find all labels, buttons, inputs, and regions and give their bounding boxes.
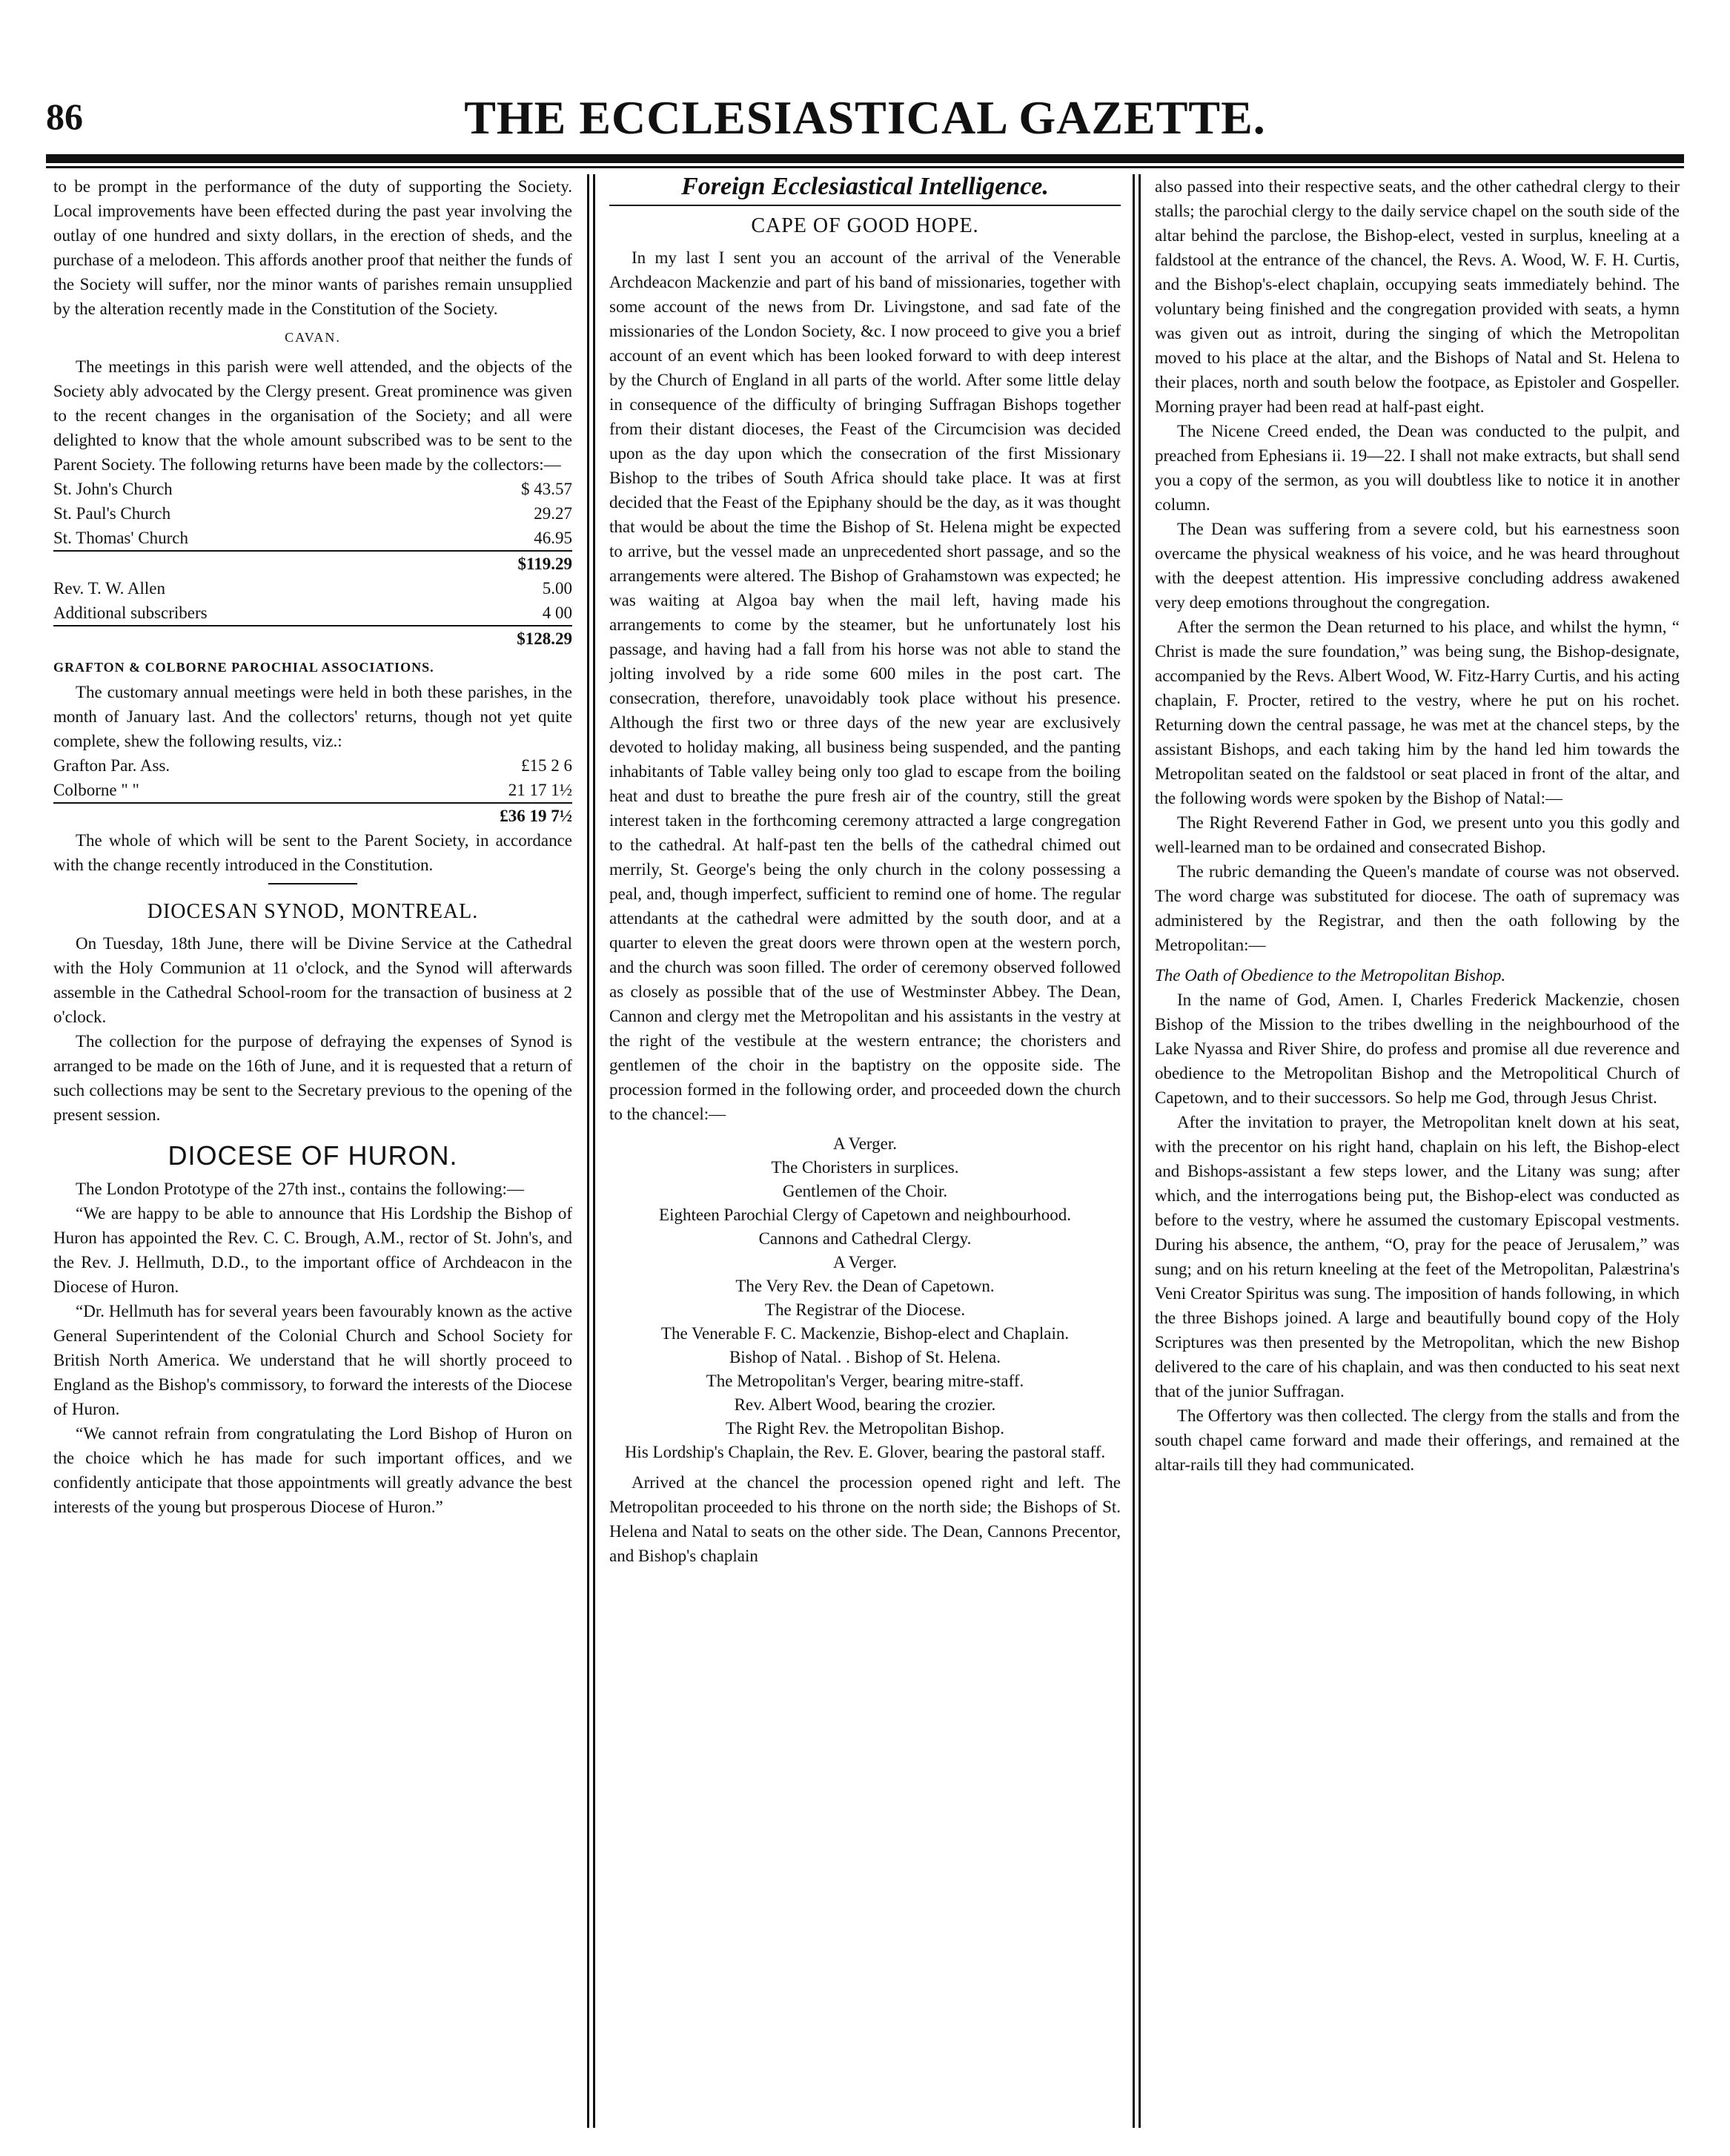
procession-item: The Metropolitan's Verger, bearing mitre-staff. — [706, 1372, 1024, 1390]
procession-item: The Very Rev. the Dean of Capetown. — [735, 1277, 995, 1295]
procession-item: Cannons and Cathedral Clergy. — [758, 1229, 972, 1248]
column-2 — [609, 174, 1121, 2128]
page-header — [46, 74, 1684, 148]
total-row — [53, 803, 572, 828]
return-amount: 29.27 — [534, 504, 572, 523]
column-divider — [1139, 174, 1141, 2128]
total-amount: £36 19 7½ — [374, 803, 572, 828]
procession-item: Rev. Albert Wood, bearing the crozier. — [734, 1395, 996, 1414]
return-name: Colborne " " — [53, 781, 139, 799]
return-name: St. John's Church — [53, 480, 173, 498]
return-amount: £15 2 6 — [521, 756, 572, 775]
return-amount: 46.95 — [534, 529, 572, 547]
paragraph: “Dr. Hellmuth has for several years been favourably known as the active General Superintendent of the Colonial Church and School Society for British North America. We understand that he will shortly proceed to England as the Bishop's commissory, to forward the interests of the Diocese of Huron. — [53, 1302, 572, 1418]
paragraph: Arrived at the chancel the procession opened right and left. The Metropolitan proceeded to his throne on the north side; the Bishops of St. Helena and Natal to seats on the other side. The Dean, Cannons Precentor, and Bishop's chaplain — [609, 1473, 1121, 1565]
section-heading-synod: DIOCESAN SYNOD, MONTREAL. — [147, 900, 479, 923]
return-amount: 4 00 — [542, 604, 572, 622]
paragraph: After the sermon the Dean returned to his place, and whilst the hymn, “ Christ is made the sure foundation,” was being sung, the Bishop-designate, accompanied by the Revs. Albert Wood, W. Fitz-Harry Curtis, and his acting chaplain, F. Procter, retired to the vestry, where he put on his rochet. Returning down the central passage, he was met at the chancel steps, by the assistant Bishops, and each taking him by the hand led him towards the Metropolitan seated on the faldstool or seat placed in front of the altar, and the following words were spoken by the Bishop of Natal:— — [1155, 618, 1680, 807]
grafton-returns-table — [53, 753, 572, 828]
column-1 — [53, 174, 572, 2128]
return-amount: $ 43.57 — [521, 480, 572, 498]
procession-item: His Lordship's Chaplain, the Rev. E. Glover, bearing the pastoral staff. — [624, 1443, 1106, 1461]
procession-item: Bishop of Natal. . Bishop of St. Helena. — [729, 1348, 1001, 1366]
section-heading-grafton: GRAFTON & COLBORNE PAROCHIAL ASSOCIATIONS. — [53, 660, 434, 675]
table-row — [53, 778, 572, 803]
procession-item: The Choristers in surplices. — [771, 1158, 959, 1177]
sub-heading-cape: CAPE OF GOOD HOPE. — [751, 214, 979, 237]
paragraph: “We cannot refrain from congratulating the Lord Bishop of Huron on the choice which he has made for such important offices, and we confidently anticipate that those appointments will greatly advance the best interests of the young but prosperous Diocese of Huron.” — [53, 1424, 572, 1516]
table-row — [53, 753, 572, 778]
columns — [46, 174, 1684, 2128]
return-name: St. Paul's Church — [53, 504, 171, 523]
return-amount: 5.00 — [542, 579, 572, 598]
table-row — [53, 576, 572, 601]
section-heading-cavan: CAVAN. — [285, 330, 341, 345]
paragraph: The meetings in this parish were well attended, and the objects of the Society ably advocated by the Clergy present. Great prominence was given to the recent changes in the organisation of the Society; and all were delighted to know that the whole amount subscribed was to be sent to the Parent Society. The following returns have been made by the collectors:— — [53, 357, 572, 474]
procession-item: A Verger. — [832, 1134, 898, 1153]
procession-item: The Right Rev. the Metropolitan Bishop. — [725, 1419, 1005, 1438]
paragraph: The Dean was suffering from a severe cold, but his earnestness soon overcame the physical weakness of his voice, and he was heard throughout with the deepest attention. His impressive concluding address awakened very deep emotions throughout the congregation. — [1155, 520, 1680, 612]
paragraph: The rubric demanding the Queen's mandate of course was not observed. The word charge was substituted for diocese. The oath of supremacy was administered by the Registrar, and then the oath following by the Metropolitan:— — [1155, 862, 1680, 954]
column-divider — [593, 174, 595, 2128]
header-rule-thin — [46, 166, 1684, 168]
paragraph: The customary annual meetings were held in both these parishes, in the month of January last. And the collectors' returns, though not yet quite complete, shew the following results, viz.: — [53, 683, 572, 750]
procession-list — [609, 1132, 1121, 1464]
divider — [268, 883, 357, 884]
oath-heading: The Oath of Obedience to the Metropolitan Bishop. — [1155, 966, 1506, 985]
return-name: Additional subscribers — [53, 604, 208, 622]
column-3 — [1155, 174, 1680, 2128]
paragraph: The whole of which will be sent to the Parent Society, in accordance with the change recently introduced in the Constitution. — [53, 831, 572, 874]
procession-item: The Venerable F. C. Mackenzie, Bishop-elect and Chaplain. — [660, 1324, 1070, 1343]
table-row — [53, 477, 572, 501]
paragraph: After the invitation to prayer, the Metropolitan knelt down at his seat, with the precentor on his right hand, chaplain on his left, the Bishop-elect and Bishops-assistant a few steps lower, and the Litany was sung; after which, and the interrogations being put, the Bishop-elect was conducted as before to the vestry, where he assumed the customary Episcopal vestments. During his absence, the anthem, “O, pray for the peace of Jerusalem,” was sung; and on his return kneeling at the feet of the Metropolitan, Palæstrina's Veni Creator Spiritus was sung. The imposition of hands following, in which the three Bishops joined. A large and beautifully bound copy of the Holy Scriptures was then presented by the Metropolitan, which the new Bishop delivered to the care of his chaplain, and was then conducted to his seat next that of the junior Suffragan. — [1155, 1113, 1680, 1401]
cavan-returns-table — [53, 477, 572, 651]
section-heading-foreign: Foreign Ecclesiastical Intelligence. — [681, 174, 1049, 200]
header-rule-thick — [46, 154, 1684, 163]
section-heading-huron: DIOCESE OF HURON. — [168, 1140, 458, 1171]
procession-item: A Verger. — [832, 1253, 898, 1272]
total-row — [53, 626, 572, 651]
return-name: Grafton Par. Ass. — [53, 756, 170, 775]
paragraph: The collection for the purpose of defraying the expenses of Synod is arranged to be made on the 16th of June, and it is requested that a return of such collections may be sent to the Secretary previous to the opening of the present session. — [53, 1032, 572, 1124]
subtotal-row — [53, 551, 572, 576]
paragraph: On Tuesday, 18th June, there will be Divine Service at the Cathedral with the Holy Communion at 11 o'clock, and the Synod will afterwards assemble in the Cathedral School-room for the transaction of business at 2 o'clock. — [53, 934, 572, 1026]
page-number: 86 — [46, 96, 83, 137]
table-row — [53, 501, 572, 526]
paragraph: also passed into their respective seats, and the other cathedral clergy to their stalls; the parochial clergy to the daily service chapel on the south side of the altar behind the parclose, the Bishop-elect, vested in surplus, kneeling at a faldstool at the entrance of the chancel, the Revs. A. Wood, W. F. H. Curtis, and the Bishop's-elect chaplain, occupying seats immediately behind. The voluntary being finished and the congregation provided with seats, a hymn was given out as introit, during the singing of which the Metropolitan moved to his place at the altar, and the Bishops of Natal and St. Helena to their places, north and south below the footpace, as Epistoler and Gospeller. Morning prayer had been read at half-past eight. — [1155, 177, 1680, 416]
procession-item: Eighteen Parochial Clergy of Capetown and neighbourhood. — [659, 1206, 1071, 1224]
paragraph: The Nicene Creed ended, the Dean was conducted to the pulpit, and preached from Ephesians ii. 19—22. I shall not make extracts, but shall send you a copy of the sermon, as you will doubtless like to notice it in another column. — [1155, 422, 1680, 514]
divider — [609, 205, 1121, 206]
paragraph: In the name of God, Amen. I, Charles Frederick Mackenzie, chosen Bishop of the Mission to the tribes dwelling in the neighbourhood of the Lake Nyassa and River Shire, do profess and promise all due reverence and obedience to the Metropolitan Bishop and the Metropolitical Church of Capetown, and to their successors. So help me God, through Jesus Christ. — [1155, 991, 1680, 1107]
paragraph: The Offertory was then collected. The clergy from the stalls and from the south chapel came forward and made their offerings, and remained at the altar-rails till they had communicated. — [1155, 1406, 1680, 1474]
procession-item: Gentlemen of the Choir. — [782, 1182, 948, 1200]
column-divider — [1133, 174, 1135, 2128]
paragraph: to be prompt in the performance of the duty of supporting the Society. Local improvements have been effected during the past year involving the outlay of one hundred and sixty dollars, in the erection of sheds, and the purchase of a melodeon. This affords another proof that neither the funds of the Society will suffer, nor the minor wants of parishes remain unsupplied by the alteration recently made in the Constitution of the Society. — [53, 177, 572, 318]
total-amount: $128.29 — [435, 626, 572, 651]
paragraph: In my last I sent you an account of the arrival of the Venerable Archdeacon Mackenzie and part of his band of missionaries, together with some account of the news from Dr. Livingstone, and sad fate of the missionaries of the London Society, &c. I now proceed to give you a brief account of an event which has been looked forward to with deep interest by the Church of England in all parts of the world. After some little delay in consequence of the difficulty of bringing Suffragan Bishops together from their distant dioceses, the Feast of the Circumcision was decided upon as the day upon which the consecration of the first Missionary Bishop to the tribes of South Africa should take place. It was at first decided that the Feast of the Epiphany should be the day, as it was thought that would be about the time the Bishop of St. Helena might be expected to arrive, but the vessel made an unprecedented short passage, and so the arrangements were altered. The Bishop of Grahamstown was expected; he was waiting at Algoa bay when the mail left, having made his arrangements to come by the steamer, but he unfortunately lost his passage, and having had a fall from his horse was not able to stand the jolting involved by a ride some 600 miles in the post cart. The consecration, therefore, unavoidably took place without his presence. Although the first two or three days of the new year are exclusively devoted to holiday making, all business being suspended, and the panting inhabitants of Table valley being only too glad to escape from the boiling heat and dust to breathe the pure fresh air of the country, still the great interest taken in the forthcoming ceremony attracted a large congregation to the cathedral. At half-past ten the bells of the cathedral chimed out merrily, St. George's being the only church in the colony possessing a peal, and, though imperfect, sufficient to remind one of home. The regular attendants at the cathedral were admitted by the south door, and at a quarter to eleven the great doors were thrown open at the western porch, and the church was soon filled. The order of ceremony observed followed as closely as possible that of the use of Westminster Abbey. The Dean, Cannon and clergy met the Metropolitan and his assistants in the vestry at the right of the vestibule at the western entrance; the choristers and gentlemen of the choir in the baptistry on the opposite side. The procession formed in the following order, and proceeded down the church to the chancel:— — [609, 248, 1121, 1123]
paragraph: The Right Reverend Father in God, we present unto you this godly and well-learned man to be ordained and consecrated Bishop. — [1155, 813, 1680, 856]
paragraph: The London Prototype of the 27th inst., contains the following:— — [76, 1180, 524, 1198]
newspaper-page — [46, 74, 1684, 2128]
masthead-title: THE ECCLESIASTICAL GAZETTE. — [464, 91, 1266, 144]
paragraph: “We are happy to be able to announce that His Lordship the Bishop of Huron has appointed the Rev. C. C. Brough, A.M., rector of St. John's, and the Rev. J. Hellmuth, D.D., to the important office of Archdeacon in the Diocese of Huron. — [53, 1204, 572, 1296]
table-row — [53, 526, 572, 551]
return-amount: 21 17 1½ — [508, 781, 572, 799]
return-name: St. Thomas' Church — [53, 529, 188, 547]
table-row — [53, 601, 572, 626]
column-divider — [587, 174, 589, 2128]
return-name: Rev. T. W. Allen — [53, 579, 165, 598]
subtotal-amount: $119.29 — [435, 551, 572, 576]
procession-item: The Registrar of the Diocese. — [764, 1300, 966, 1319]
